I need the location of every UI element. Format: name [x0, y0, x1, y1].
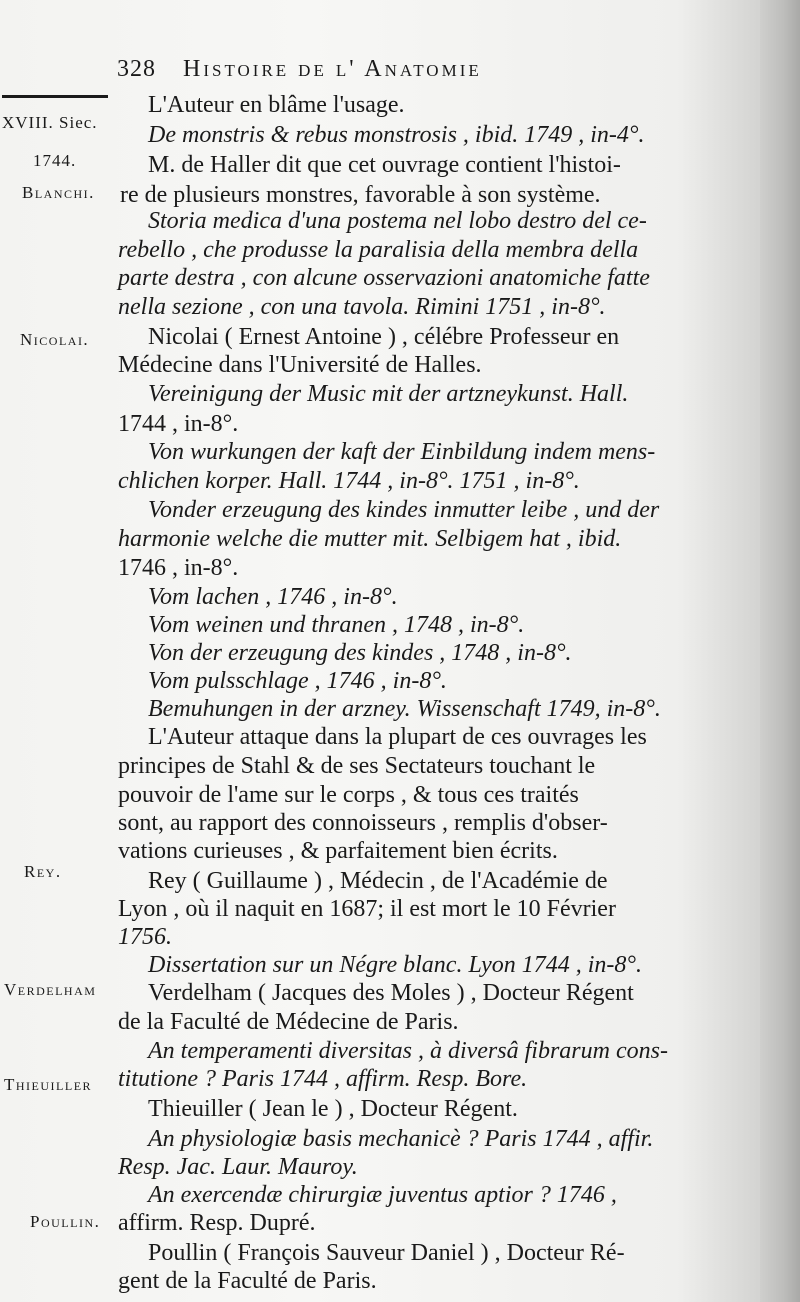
text-line: rebello , che produsse la paralisia della membra della [118, 237, 639, 263]
page-gutter-shadow [760, 0, 800, 1302]
text-line: An physiologiæ basis mechanicè ? Paris 1744 , affir. [148, 1126, 654, 1152]
margin-name-blanchi: Blanchi. [22, 183, 95, 202]
text-line: De monstris & rebus monstrosis , ibid. 1749 , in-4°. [148, 122, 645, 148]
text-line: de la Faculté de Médecine de Paris. [118, 1009, 459, 1035]
text-line: Dissertation sur un Négre blanc. Lyon 1744 , in-8°. [148, 952, 642, 978]
text-line: M. de Haller dit que cet ouvrage contient l'histoi- [148, 152, 621, 178]
text-line: Von wurkungen der kaft der Einbildung indem mens- [148, 439, 656, 465]
margin-name-rey: Rey. [24, 862, 62, 881]
text-line: Bemuhungen in der arzney. Wissenschaft 1749, in-8°. [148, 696, 661, 722]
margin-name-poullin: Poullin. [30, 1212, 101, 1231]
text-line: Vonder erzeugung des kindes inmutter leibe , und der [148, 497, 660, 523]
text-line: Médecine dans l'Université de Halles. [118, 352, 482, 378]
text-line: Von der erzeugung des kindes , 1748 , in-8°. [148, 640, 572, 666]
text-line: nella sezione , con una tavola. Rimini 1751 , in-8°. [118, 294, 606, 320]
text-line: Nicolai ( Ernest Antoine ) , célébre Professeur en [148, 324, 620, 350]
margin-name-verdelham: Verdelham [4, 980, 97, 999]
text-line: Vom weinen und thranen , 1748 , in-8°. [148, 612, 525, 638]
text-line: L'Auteur attaque dans la plupart de ces ouvrages les [148, 724, 647, 750]
text-line: Vereinigung der Music mit der artzneykunst. Hall. [148, 381, 629, 407]
text-line: Poullin ( François Sauveur Daniel ) , Docteur Ré- [148, 1240, 625, 1266]
text-line: Thieuiller ( Jean le ) , Docteur Régent. [148, 1096, 518, 1122]
text-line: affirm. Resp. Dupré. [118, 1210, 316, 1236]
text-line: L'Auteur en blâme l'usage. [148, 92, 405, 118]
margin-era: XVIII. Siec. [2, 113, 98, 132]
margin-name-thieuiller: Thieuiller [4, 1075, 93, 1094]
text-line: principes de Stahl & de ses Sectateurs touchant le [118, 753, 596, 779]
text-line: Vom lachen , 1746 , in-8°. [148, 584, 398, 610]
text-line: Verdelham ( Jacques des Moles ) , Docteur Régent [148, 980, 634, 1006]
margin-name-nicolai: Nicolai. [20, 330, 90, 349]
text-line: Resp. Jac. Laur. Mauroy. [118, 1154, 358, 1180]
text-line: 1744 , in-8°. [118, 411, 239, 437]
text-line: gent de la Faculté de Paris. [118, 1268, 377, 1294]
text-line: An exercendæ chirurgiæ juventus aptior ? 1746 , [148, 1182, 617, 1208]
text-line: re de plusieurs monstres, favorable à son système. [120, 182, 601, 208]
margin-rule [2, 95, 108, 98]
text-line: titutione ? Paris 1744 , affirm. Resp. Bore. [118, 1066, 528, 1092]
text-line: chlichen korper. Hall. 1744 , in-8°. 1751 , in-8°. [118, 468, 580, 494]
text-line: harmonie welche die mutter mit. Selbigem hat , ibid. [118, 526, 622, 552]
text-line: 1746 , in-8°. [118, 555, 239, 581]
text-line: sont, au rapport des connoisseurs , remplis d'obser- [118, 810, 608, 836]
text-line: Lyon , où il naquit en 1687; il est mort le 10 Février [118, 896, 616, 922]
margin-year: 1744. [33, 151, 77, 170]
text-line: Rey ( Guillaume ) , Médecin , de l'Académie de [148, 868, 608, 894]
running-title: Histoire de l' Anatomie [183, 56, 482, 82]
text-line: An temperamenti diversitas , à diversâ fibrarum cons- [148, 1038, 668, 1064]
text-line: Storia medica d'una postema nel lobo destro del ce- [148, 208, 647, 234]
page-number: 328 [117, 56, 156, 82]
text-line: vations curieuses , & parfaitement bien écrits. [118, 838, 558, 864]
text-line: Vom pulsschlage , 1746 , in-8°. [148, 668, 447, 694]
text-line: parte destra , con alcune osservazioni anatomiche fatte [118, 265, 650, 291]
text-line: 1756. [118, 924, 172, 950]
running-header [117, 56, 482, 83]
text-line: pouvoir de l'ame sur le corps , & tous ces traités [118, 782, 579, 808]
